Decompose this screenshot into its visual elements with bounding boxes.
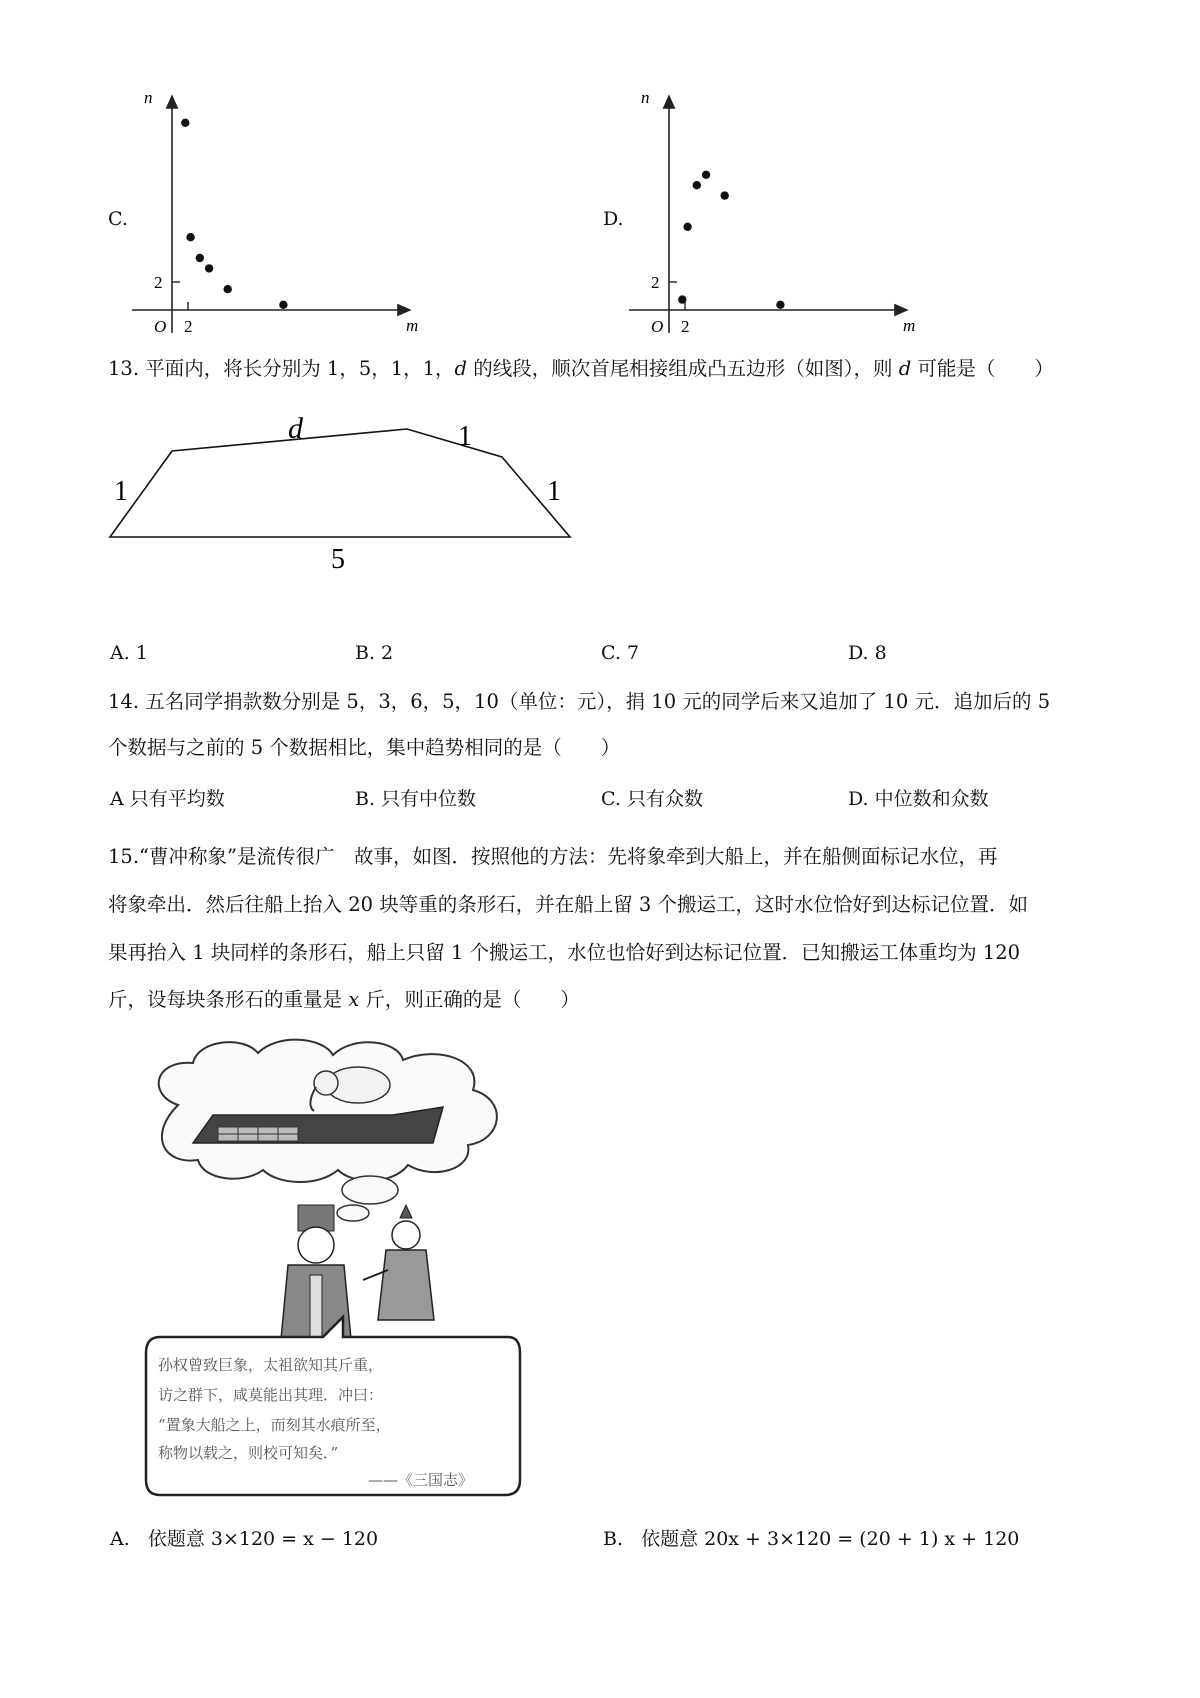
origin-label: O: [651, 317, 664, 336]
data-point: [196, 254, 204, 262]
y-tick-label: 2: [154, 273, 163, 292]
q14-option-b[interactable]: B. 只有中位数: [355, 788, 477, 810]
q15-option-a-text: 依题意 3×120 = x − 120: [147, 1528, 379, 1550]
q15-line4-prefix: 斤，设每块条形石的重量是: [108, 988, 349, 1011]
q13-option-d[interactable]: D. 8: [848, 642, 887, 664]
data-point: [678, 295, 686, 303]
q14-option-a[interactable]: A 只有平均数: [110, 788, 225, 810]
data-point: [186, 233, 194, 241]
q15-line4-suffix: 斤，则正确的是（ ）: [359, 988, 580, 1011]
cartoon-text-line3: “置象大船之上，而刻其水痕所至，: [158, 1416, 391, 1434]
cartoon-text-line4: 称物以载之，则校可知矣．”: [158, 1444, 339, 1462]
side-label-top-right: 1: [458, 421, 472, 452]
q15-option-b-label: B.: [603, 1528, 624, 1550]
question-15-line2: 将象牵出．然后往船上抬入 20 块等重的条形石，并在船上留 3 个搬运工，这时水位恰好到达标记位置．如: [108, 893, 1029, 916]
q13-text-mid: 的线段，顺次首尾相接组成凸五边形（如图），则: [467, 357, 899, 380]
pentagon-shape: [110, 429, 570, 537]
q15-option-a[interactable]: [110, 1524, 378, 1551]
x-axis-label: m: [903, 316, 916, 335]
option-d-label[interactable]: D.: [603, 208, 624, 230]
pentagon-figure: [100, 400, 580, 580]
data-point: [683, 223, 691, 231]
q13-text-suffix: 可能是（ ）: [911, 357, 1054, 380]
points-group: [678, 171, 785, 309]
origin-label: O: [154, 317, 167, 336]
q13-var-d: d: [454, 357, 468, 380]
cartoon-text-line2: 访之群下，咸莫能出其理．冲曰：: [158, 1386, 384, 1404]
data-point: [205, 264, 213, 272]
question-14-line2: 个数据与之前的 5 个数据相比，集中趋势相同的是（ ）: [108, 736, 621, 759]
question-14-line1: 14. 五名同学捐款数分别是 5，3，6，5，10（单位：元），捐 10 元的同学后来又追加了 10 元．追加后的 5: [108, 690, 1051, 713]
data-point: [181, 119, 189, 127]
q14-option-d[interactable]: D. 中位数和众数: [848, 788, 989, 810]
q15-option-b[interactable]: [603, 1524, 1019, 1551]
q13-text-prefix: 13. 平面内，将长分别为 1，5，1，1，: [108, 357, 455, 380]
data-point: [224, 285, 232, 293]
data-point: [693, 181, 701, 189]
speech-bubble: [146, 1317, 520, 1495]
q13-var-d2: d: [898, 357, 912, 380]
y-tick-label: 2: [651, 273, 660, 292]
y-axis-label: n: [144, 88, 153, 107]
q13-option-b[interactable]: B. 2: [355, 642, 394, 664]
side-label-left: 1: [114, 476, 128, 507]
y-axis-label: n: [641, 88, 650, 107]
cao-chong-figure: [363, 1205, 434, 1320]
data-point: [776, 301, 784, 309]
scatter-plot-c: [128, 88, 418, 338]
x-tick-label: 2: [681, 317, 690, 336]
side-label-bottom: 5: [331, 544, 345, 575]
q14-option-c[interactable]: C. 只有众数: [601, 788, 703, 810]
side-label-d: d: [288, 412, 303, 445]
thought-cloud: [159, 1040, 497, 1182]
cartoon-text-line1: 孙权曾致巨象，太祖欲知其斤重，: [158, 1356, 384, 1374]
question-13-text: [108, 357, 1054, 380]
side-label-right: 1: [547, 476, 561, 507]
question-15-line4: [108, 988, 580, 1011]
x-tick-label: 2: [184, 317, 193, 336]
scatter-plot-d: [625, 88, 925, 338]
q15-option-b-text: 依题意 20x + 3×120 = (20 + 1) x + 120: [641, 1528, 1020, 1550]
data-point: [721, 191, 729, 199]
data-point: [279, 301, 287, 309]
question-15-line1: 15.“曹冲称象”是流传很广 故事，如图．按照他的方法：先将象牵到大船上，并在船侧面标记水位，再: [108, 845, 998, 868]
cao-chong-cartoon: [138, 1035, 528, 1500]
q13-option-c[interactable]: C. 7: [601, 642, 640, 664]
option-c-label[interactable]: C.: [108, 208, 128, 230]
q15-var-x: x: [348, 988, 360, 1011]
points-group: [181, 119, 287, 309]
q15-option-a-label: A.: [110, 1528, 130, 1550]
data-point: [702, 171, 710, 179]
thought-bubble: [342, 1176, 398, 1204]
cartoon-text-source: ——《三国志》: [368, 1471, 474, 1489]
question-15-line3: 果再抬入 1 块同样的条形石，船上只留 1 个搬运工，水位也恰好到达标记位置．已知搬运工体重均为 120: [108, 941, 1021, 964]
x-axis-label: m: [406, 316, 418, 335]
q13-option-a[interactable]: A. 1: [110, 642, 148, 664]
